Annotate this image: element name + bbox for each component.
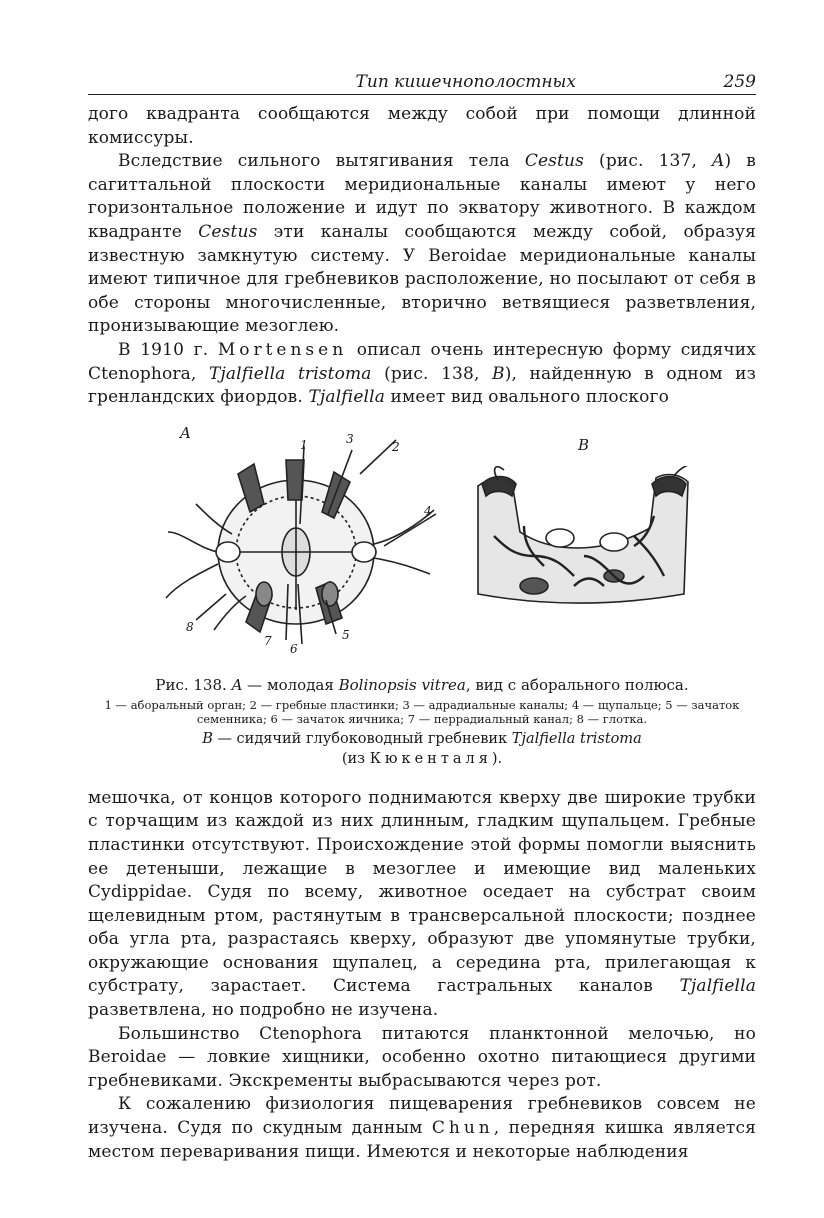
figure-138 bbox=[88, 424, 756, 672]
figure-caption-b: B — сидячий глубоководный гребневик Tjalfiella tristoma (из Кюкенталя). bbox=[202, 730, 642, 767]
bolinopsis-illustration bbox=[156, 431, 446, 654]
running-title: Тип кишечнополостных bbox=[355, 72, 576, 92]
figure-legend: 1 — аборальный орган; 2 — гребные пластинки; 3 — адрадиальные каналы; 4 — щупальце; 5 — зачаток семенника; 6 — зачаток яичника; 7 — перрадиальный канал; 8 — глотка. bbox=[104, 697, 740, 726]
species-bolinopsis: Bolinopsis vitrea bbox=[338, 675, 466, 694]
paragraph-5: Большинство Ctenophora питаются планктонной мелочью, но Beroidae — ловкие хищники, особенно охотно питающиеся другими гребневиками. Экскременты выбрасываются через рот. bbox=[88, 1023, 756, 1091]
figure-callout-1: 1 bbox=[300, 437, 308, 452]
figure-callout-8: 8 bbox=[186, 619, 194, 634]
figure-callout-2: 2 bbox=[392, 439, 400, 454]
species-tjalfiella: Tjalfiella tristoma bbox=[208, 363, 372, 384]
figure-callout-4: 4 bbox=[424, 503, 432, 518]
figure-callout-3: 3 bbox=[346, 431, 354, 446]
genus-cestus: Cestus bbox=[524, 151, 585, 172]
paragraph-4: мешочка, от концов которого поднимаются кверху две широкие трубки с торчащим из каждой из них длинным, гладким щупальцем. Гребные пластинки отсутствуют. Происхождение этой формы помогли выяснить ее детеныши, лежащие в мезоглее и имеющие вид маленьких Cydippidae. Судя по всему, животное оседает на субстрат своим щелевидным ртом, растянутым в трансверсальной плоскости; позднее оба угла рта, разрастаясь кверху, образуют две упомянутые трубки, окружающие основания щупалец, а середина рта, прилегающая к субстрату, зарастает. Система гастральных каналов Tjalfiella разветвлена, но подробно не изучена. bbox=[88, 787, 756, 1021]
running-header bbox=[88, 58, 756, 95]
figure-label-b: B bbox=[578, 435, 590, 454]
author-mortensen: Mortensen bbox=[217, 339, 348, 360]
paragraph-6: К сожалению физиология пищеварения гребневиков совсем не изучена. Судя по скудным данным Chun, передняя кишка является местом переваривания пищи. Имеются и некоторые наблюдения bbox=[88, 1094, 757, 1162]
paragraph-1: дого квадранта сообщаются между собой при помощи длинной комиссуры. bbox=[88, 104, 756, 148]
book-page bbox=[88, 58, 756, 1164]
tjalfiella-illustration bbox=[464, 466, 704, 616]
paragraph-2: Вследствие сильного вытягивания тела Cestus (рис. 137, A) в сагиттальной плоскости меридиональные каналы имеют у него горизонтальное положение и идут по экватору животного. В каждом квадранте Cestus эти каналы сообщаются между собой, образуя известную замкнутую систему. У Beroidae меридиональные каналы имеют типичное для гребневиков расположение, но посылают от себя в обе стороны многочисленные, вторично ветвящиеся разветвления, пронизывающие мезоглею. bbox=[88, 151, 757, 337]
author-chun: Chun bbox=[431, 1118, 494, 1139]
figure-callout-7: 7 bbox=[264, 633, 272, 648]
source-author: Кюкенталя bbox=[369, 750, 492, 767]
figure-label-a: A bbox=[180, 423, 191, 442]
paragraph-3: В 1910 г. Mortensen описал очень интересную форму сидячих Ctenophora, Tjalfiella tristoma (рис. 138, B), найденную в одном из гренландских фиордов. Tjalfiella имеет вид овального плоского bbox=[88, 339, 757, 408]
page-number: 259 bbox=[723, 72, 756, 92]
figure-callout-5: 5 bbox=[342, 627, 350, 642]
figure-caption: Рис. 138. A — молодая Bolinopsis vitrea, вид с аборального полюса. bbox=[155, 675, 689, 694]
figure-callout-6: 6 bbox=[290, 641, 298, 656]
